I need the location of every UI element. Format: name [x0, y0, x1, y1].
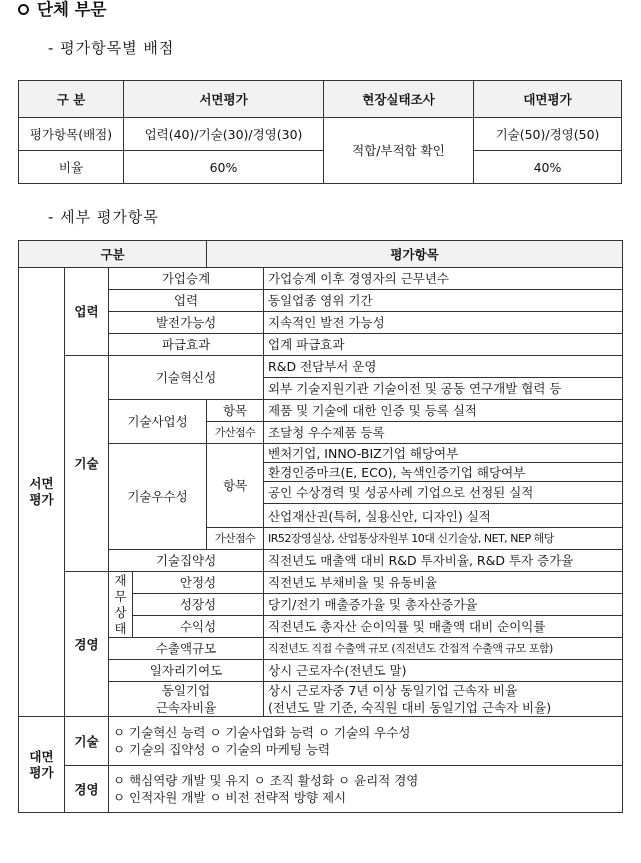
face-mgmt-value-2: ㅇ 인적자원 개발 ㅇ 비전 전략적 방향 제시: [113, 790, 347, 805]
header-doc-eval: 서면평가: [124, 81, 324, 118]
circle-bullet-icon: [18, 4, 29, 15]
score-table: [18, 80, 622, 184]
face-tech-value-2: ㅇ 기술의 집약성 ㅇ 기술의 마케팅 능력: [113, 742, 331, 757]
usu-bonus-value: IR52장영실상, 산업통상자원부 10대 신기술상, NET, NEP 해당: [264, 528, 623, 550]
job-value: 상시 근로자수(전년도 말): [264, 660, 623, 682]
face-eval-label: [19, 717, 65, 813]
field-survey-value: 적합/부적합 확인: [324, 118, 474, 184]
usu-value-3: 공인 수상경력 및 성공사례 기업으로 선정된 실적: [264, 482, 623, 504]
face-ratio-value: 40%: [474, 151, 622, 184]
row-label-ratio: 비율: [19, 151, 124, 184]
hyeok-value-2: 외부 기술지원기관 기술이전 및 공동 연구개발 협력 등: [264, 378, 623, 400]
header-items: 평가항목: [207, 241, 623, 268]
job-label: 일자리기여도: [109, 660, 264, 682]
header-gubun: 구분: [19, 241, 207, 268]
doc-ratio-value: 60%: [124, 151, 324, 184]
jib-value: 직전년도 매출액 대비 R&D 투자비율, R&D 투자 증가율: [264, 550, 623, 572]
ga-value: 가업승계 이후 경영자의 근무년수: [264, 268, 623, 290]
face-tech-value: [109, 717, 623, 766]
saeop-value-2: 조달청 우수제품 등록: [264, 422, 623, 444]
an-label: 안정성: [133, 572, 264, 594]
ga-label: 가업승계: [109, 268, 264, 290]
saeop-bonus-label: 가산점수: [207, 422, 264, 444]
header-gubun: 구 분: [19, 81, 124, 118]
saeop-value-1: 제품 및 기술에 대한 인증 및 등록 실적: [264, 400, 623, 422]
seong-label: 성장성: [133, 594, 264, 616]
doc-eval-text: 서면 평가: [29, 476, 54, 507]
usu-value-1: 벤처기업, INNO-BIZ기업 해당여부: [264, 444, 623, 463]
face-tech-value-1: ㅇ 기술혁신 능력 ㅇ 기술사업화 능력 ㅇ 기술의 우수성: [113, 725, 411, 740]
jaemu-text: 재 무 상 태: [114, 572, 127, 636]
pa-value: 업계 파급효과: [264, 334, 623, 356]
same-value: [264, 682, 623, 717]
section-title: 단체 부문: [18, 0, 107, 20]
face-eval-text: 대면 평가: [29, 748, 54, 780]
exp-value: 직전년도 직접 수출액 규모 (직전년도 간접적 수출액 규모 포함): [264, 638, 623, 660]
exp-label: 수출액규모: [109, 638, 264, 660]
usu-value-2: 환경인증마크(E, ECO), 녹색인증기업 해당여부: [264, 463, 623, 482]
seong-value: 당기/전기 매출증가율 및 총자산증가율: [264, 594, 623, 616]
bal-value: 지속적인 발전 가능성: [264, 312, 623, 334]
saeop-label: 기술사업성: [109, 400, 207, 444]
pa-label: 파급효과: [109, 334, 264, 356]
face-mgmt-label: 경영: [65, 766, 109, 813]
face-mgmt-value-1: ㅇ 핵심역량 개발 및 유지 ㅇ 조직 활성화 ㅇ 윤리적 경영: [113, 773, 419, 788]
face-tech-label: 기술: [65, 717, 109, 766]
usu-label: 기술우수성: [109, 444, 207, 550]
usu-item-label: 항목: [207, 444, 264, 528]
gisul-label: 기술: [65, 356, 109, 572]
row-label-items: 평가항목(배점): [19, 118, 124, 151]
hyeok-label: 기술혁신성: [109, 356, 264, 400]
bal-label: 발전가능성: [109, 312, 264, 334]
hyeok-value-1: R&D 전담부서 운영: [264, 356, 623, 378]
header-field-survey: 현장실태조사: [324, 81, 474, 118]
eob-label: 업력: [109, 290, 264, 312]
same-text: 동일기업 근속자비율: [155, 683, 217, 715]
same-label: [109, 682, 264, 717]
usu-bonus-label: 가산점수: [207, 528, 264, 550]
jaemu-label: [109, 572, 133, 638]
face-mgmt-value: [109, 766, 623, 813]
detail-table: [18, 240, 623, 813]
eob-value: 동일업종 영위 기간: [264, 290, 623, 312]
same-value-1: 상시 근로자중 7년 이상 동일기업 근속자 비율: [268, 683, 518, 698]
subsection-title-details: - 세부 평가항목: [48, 208, 159, 226]
doc-items-value: 업력(40)/기술(30)/경영(30): [124, 118, 324, 151]
header-face-eval: 대면평가: [474, 81, 622, 118]
same-value-2: (전년도 말 기준, 숙직원 대비 동일기업 근속자 비율): [268, 700, 552, 715]
eobryeok-label: 업력: [65, 268, 109, 356]
su-label: 수익성: [133, 616, 264, 638]
su-value: 직전년도 총자산 순이익률 및 매출액 대비 순이익률: [264, 616, 623, 638]
saeop-item-label: 항목: [207, 400, 264, 422]
gyeongyeong-label: 경영: [65, 572, 109, 717]
jib-label: 기술집약성: [109, 550, 264, 572]
usu-value-4: 산업재산권(특허, 실용신안, 디자인) 실적: [264, 506, 623, 528]
subsection-title-scores: - 평가항목별 배점: [48, 39, 175, 57]
an-value: 직전년도 부채비율 및 유동비율: [264, 572, 623, 594]
doc-eval-label: [19, 268, 65, 717]
face-items-value: 기술(50)/경영(50): [474, 118, 622, 151]
